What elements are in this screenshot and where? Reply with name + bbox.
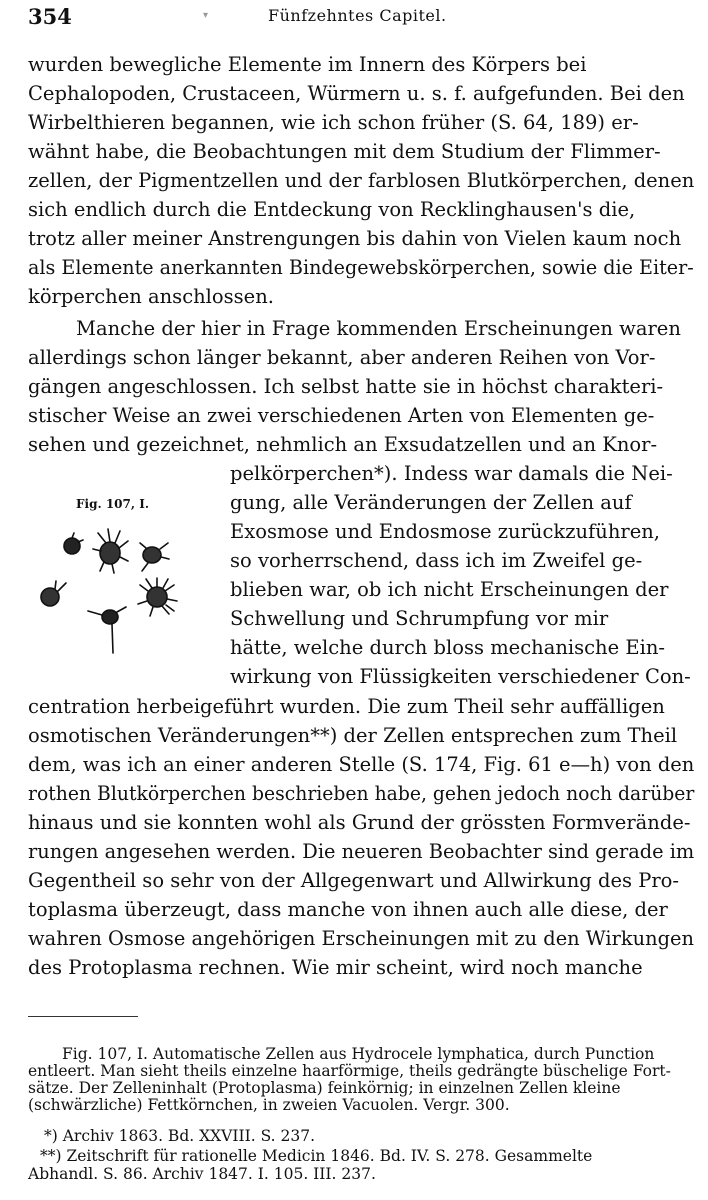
body-line-narrow: Schwellung und Schrumpfung vor mir: [230, 607, 609, 630]
figure-caption-line: entleert. Man sieht theils einzelne haarförmige, theils gedrängte büschelige Fort-: [28, 1062, 671, 1080]
body-line: Cephalopoden, Crustaceen, Würmern u. s. f. aufgefunden. Bei den: [28, 82, 685, 105]
body-line-narrow: gung, alle Veränderungen der Zellen auf: [230, 491, 632, 514]
body-line: dem, was ich an einer anderen Stelle (S. 174, Fig. 61 e—h) von den: [28, 753, 695, 776]
body-line: zellen, der Pigmentzellen und der farblosen Blutkörperchen, denen: [28, 169, 695, 192]
body-line: stischer Weise an zwei verschiedenen Arten von Elementen ge-: [28, 404, 655, 427]
figure-label: Fig. 107, I.: [76, 497, 150, 511]
cell-drawing: [41, 529, 177, 653]
body-line: centration herbeigeführt wurden. Die zum Theil sehr auffälligen: [28, 695, 665, 718]
paragraph-first-line: Manche der hier in Frage kommenden Erscheinungen waren: [76, 317, 681, 340]
body-line: wähnt habe, die Beobachtungen mit dem Studium der Flimmer-: [28, 140, 661, 163]
body-line: toplasma überzeugt, dass manche von ihnen auch alle diese, der: [28, 898, 668, 921]
body-line-narrow: Exosmose und Endosmose zurückzuführen,: [230, 520, 660, 543]
body-line: allerdings schon länger bekannt, aber anderen Reihen von Vor-: [28, 346, 656, 369]
body-line-narrow: so vorherrschend, dass ich im Zweifel ge-: [230, 549, 643, 572]
body-line: hinaus und sie konnten wohl als Grund der grössten Formverände-: [28, 811, 691, 834]
body-line: osmotischen Veränderungen**) der Zellen entsprechen zum Theil: [28, 724, 678, 747]
body-line: sich endlich durch die Entdeckung von Recklinghausen's die,: [28, 198, 636, 221]
figure-caption-line: (schwärzliche) Fettkörnchen, in zweien Vacuolen. Vergr. 300.: [28, 1096, 510, 1114]
body-line: Wirbelthieren begannen, wie ich schon früher (S. 64, 189) er-: [28, 111, 639, 134]
body-line-narrow: pelkörperchen*). Indess war damals die Nei-: [230, 462, 673, 485]
body-line: rungen angesehen werden. Die neueren Beobachter sind gerade im: [28, 840, 695, 863]
footnote-rule: [28, 1016, 138, 1017]
body-line: körperchen anschlossen.: [28, 285, 274, 308]
page-number: 354: [28, 4, 72, 29]
body-line: wahren Osmose angehörigen Erscheinungen mit zu den Wirkungen: [28, 927, 694, 950]
body-line: gängen angeschlossen. Ich selbst hatte sie in höchst charakteri-: [28, 375, 664, 398]
figure-caption-line: Fig. 107, I. Automatische Zellen aus Hydrocele lymphatica, durch Punction: [62, 1045, 655, 1063]
footnote: Abhandl. S. 86. Archiv 1847. I. 105. III. 237.: [28, 1165, 376, 1183]
body-line: als Elemente anerkannten Bindegewebskörperchen, sowie die Eiter-: [28, 256, 694, 279]
footnote: *) Archiv 1863. Bd. XXVIII. S. 237.: [44, 1127, 316, 1145]
body-line: wurden bewegliche Elemente im Innern des Körpers bei: [28, 53, 587, 76]
header-ornament: ▾: [203, 10, 209, 21]
cell-illustration: [22, 515, 212, 670]
body-line-narrow: blieben war, ob ich nicht Erscheinungen der: [230, 578, 669, 601]
body-line-narrow: wirkung von Flüssigkeiten verschiedener Con-: [230, 665, 691, 688]
body-line: trotz aller meiner Anstrengungen bis dahin von Vielen kaum noch: [28, 227, 682, 250]
running-head: Fünfzehntes Capitel.: [268, 6, 447, 25]
body-line-narrow: hätte, welche durch bloss mechanische Ein-: [230, 636, 665, 659]
body-line: des Protoplasma rechnen. Wie mir scheint, wird noch manche: [28, 956, 643, 979]
body-line: rothen Blutkörperchen beschrieben habe, gehen jedoch noch darüber: [28, 782, 695, 805]
figure-caption-line: sätze. Der Zelleninhalt (Protoplasma) feinkörnig; in einzelnen Zellen kleine: [28, 1079, 621, 1097]
footnote: **) Zeitschrift für rationelle Medicin 1846. Bd. IV. S. 278. Gesammelte: [40, 1147, 593, 1165]
body-line: Gegentheil so sehr von der Allgegenwart und Allwirkung des Pro-: [28, 869, 679, 892]
body-line: sehen und gezeichnet, nehmlich an Exsudatzellen und an Knor-: [28, 433, 658, 456]
